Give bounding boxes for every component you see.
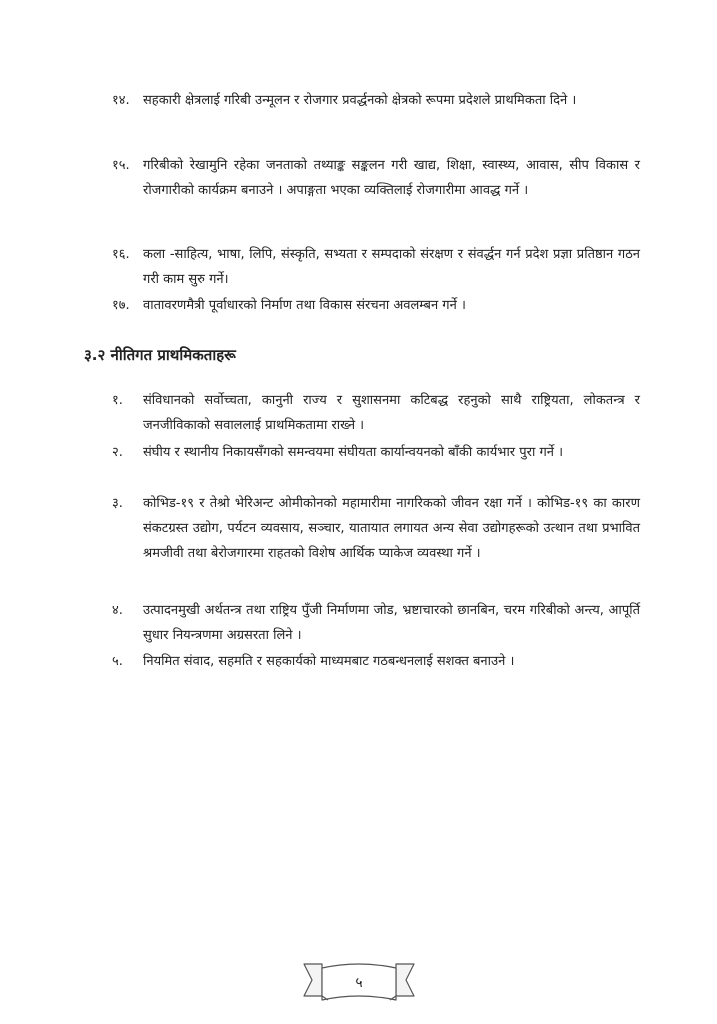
page-number: ५ [355,975,363,991]
list-item-15 [112,153,640,203]
item-number: १६. [112,247,130,262]
item-number: १. [112,393,123,408]
list-item-5 [112,649,640,674]
item-number: ५. [112,654,123,669]
item-number: २. [112,445,123,460]
item-text: संघीय र स्थानीय निकायसँगको समन्वयमा संघीयता कार्यान्वयनको बाँकी कार्यभार पुरा गर्ने । [143,445,564,460]
section-heading: ३.२ नीतिगत प्राथमिकताहरू [84,346,236,364]
list-item-3 [112,491,640,566]
item-text: सहकारी क्षेत्रलाई गरिबी उन्मूलन र रोजगार प्रवर्द्धनको क्षेत्रको रूपमा प्रदेशले प्राथमिकता दिने । [143,93,577,108]
item-number: १४. [112,93,130,108]
item-text: वातावरणमैत्री पूर्वाधारको निर्माण तथा विकास संरचना अवलम्बन गर्ने । [143,298,466,313]
list-item-2 [112,440,640,465]
item-text: कला -साहित्य, भाषा, लिपि, संस्कृति, सभ्यता र सम्पदाको संरक्षण र संवर्द्धन गर्न प्रदेश प्रज्ञा प्रतिष्ठान गठन गरी काम सुरु गर्ने। [143,247,640,287]
item-number: १५. [112,158,130,173]
list-item-16 [112,242,640,292]
list-item-14 [112,88,640,113]
item-number: ४. [112,603,123,618]
item-text: नियमित संवाद, सहमति र सहकार्यको माध्यमबाट गठबन्धनलाई सशक्त बनाउने । [143,654,515,669]
item-text: उत्पादनमुखी अर्थतन्त्र तथा राष्ट्रिय पुँजी निर्माणमा जोड, भ्रष्टाचारको छानबिन, चरम गरिबीको अन्त्य, आपूर्ति सुधार नियन्त्रणमा अग्रसरता लिने । [143,603,640,643]
list-item-17 [112,293,640,318]
item-text: कोभिड-१९ र तेश्रो भेरिअन्ट ओमीकोनको महामारीमा नागरिकको जीवन रक्षा गर्ने । कोभिड-१९ का कारण संकटग्रस्त उद्योग, पर्यटन व्यवसाय, सञ्चार, यातायात लगायत अन्य सेवा उद्योगहरूको उत्थान तथा प्रभावित श्रमजीवी तथा बेरोजगारमा राहतको विशेष आर्थिक प्याकेज व्यवस्था गर्ने । [143,496,640,561]
item-number: ३. [112,496,123,511]
item-text: संविधानको सर्वोच्चता, कानुनी राज्य र सुशासनमा कटिबद्ध रहनुको साथै राष्ट्रियता, लोकतन्त्र र जनजीविकाको सवाललाई प्राथमिकतामा राख्ने । [143,393,640,433]
item-number: १७. [112,298,130,313]
list-item-1 [112,388,640,438]
list-item-4 [112,598,640,648]
item-text: गरिबीको रेखामुनि रहेका जनताको तथ्याङ्क सङ्कलन गरी खाद्य, शिक्षा, स्वास्थ्य, आवास, सीप विकास र रोजगारीको कार्यक्रम बनाउने । अपाङ्गता भएका व्यक्तिलाई रोजगारीमा आवद्ध गर्ने । [143,158,640,198]
